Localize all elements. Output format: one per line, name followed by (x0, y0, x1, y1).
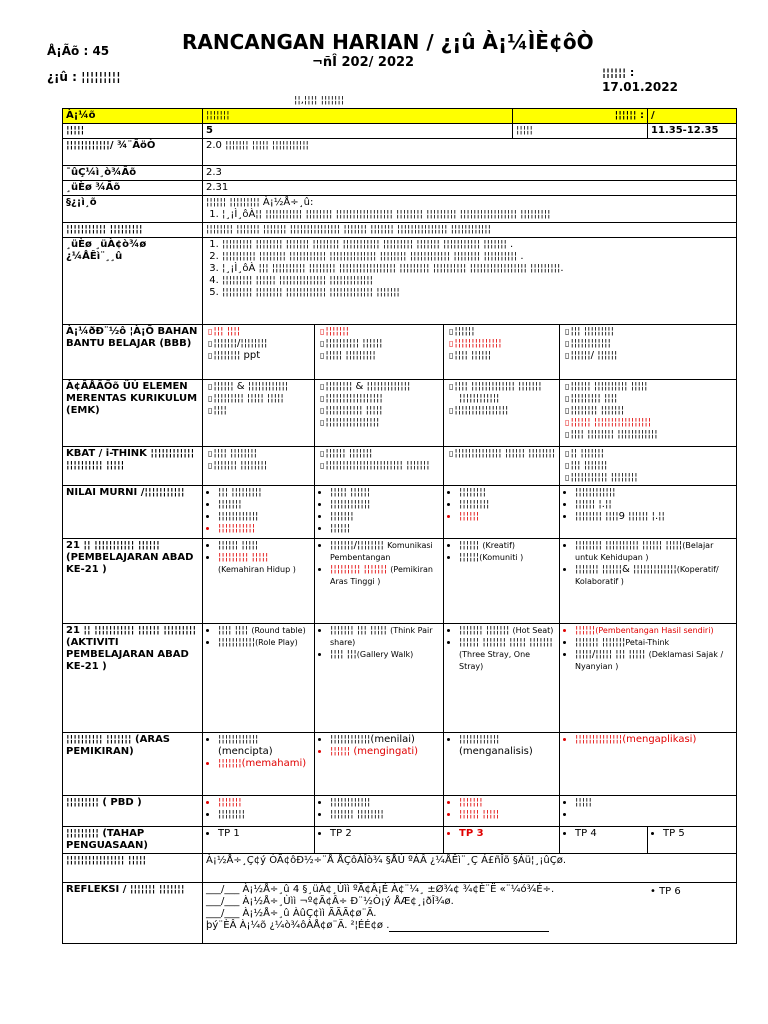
row-pencapaian (63, 854, 737, 883)
pbd-col-4 (560, 796, 737, 827)
list-item: ▯ ¦¦¦¦ (218, 405, 311, 417)
reflection-line: ___/___ À¡½Å÷¸Ùìì ¬º¢Ã¢Â÷ Ð¨½Ò¡ý ÅÆ¢¸¡ðÎ¾ø. (206, 896, 454, 907)
lesson-plan-table (62, 108, 737, 944)
nilai-col-2 (315, 486, 444, 539)
kbat-col-2 (315, 447, 444, 486)
activity-item: 4. ¦¦¦¦¦¦¦¦¦ ¦¦¦¦¦¦ ¦¦¦¦¦¦¦¦¦¦¦¦¦¦ ¦¦¦¦¦¦¦¦¦¦¦¦¦ (222, 275, 733, 287)
row-topic (63, 139, 737, 166)
list-item: ▯ ¦¦¦¦¦¦ & ¦¦¦¦¦¦¦¦¦¦¦¦ (218, 381, 311, 393)
row-value: À¡½Å÷¸Ç¢ý ÒÃ¢ôÐ½÷¨Å ÅÇôÀÎò¾ §ÅÚ ºÁÂ ¿¼ÅÊì¨¸Ç Á£ñÎõ §Áü¦¸¡ûÇø. (203, 854, 737, 883)
row-value (203, 238, 737, 325)
row-aras-pemikiran (63, 733, 737, 796)
list-item: • ¦¦¦¦¦¦¦ (330, 511, 440, 523)
list-item: • ¦¦¦¦¦¦¦¦¦¦¦¦ (575, 487, 733, 499)
list-item: • ¦¦¦¦¦¦¦¦¦¦¦ (218, 523, 311, 535)
activity-item: 1. ¦¦¦¦¦¦¦¦¦ ¦¦¦¦¦¦¦¦ ¦¦¦¦¦¦¦ ¦¦¦¦¦¦¦¦ ¦¦¦¦¦¦¦¦¦¦¦ ¦¦¦¦¦¦¦¦¦ ¦¦¦¦¦¦¦ ¦¦¦¦¦¦¦¦¦¦¦ ¦¦¦¦¦¦¦ . (222, 239, 733, 251)
row-slash: / (648, 109, 737, 124)
list-item: • ¦¦¦¦¦¦ ¦¦¦¦¦ (218, 540, 311, 552)
list-item: • ¦¦¦¦¦¦¦ ¦¦¦¦¦¦¦ (Hot Seat) (459, 625, 556, 637)
list-item: ▯ ¦¦¦¦¦¦ ¦¦¦¦¦¦¦¦¦¦¦¦¦¦¦¦¦ (575, 417, 733, 429)
row-activities (63, 238, 737, 325)
list-item: • ¦¦¦¦¦¦¦¦¦¦¦¦(menilai) (330, 734, 440, 746)
kbat-col-3 (444, 447, 560, 486)
list-item: • ¦¦¦¦¦¦¦¦¦¦¦¦ (menganalisis) (459, 734, 556, 758)
bbb-col-3 (444, 325, 560, 380)
reflection-line: ___/___ À¡½Å÷¸û 4 §¸üÀ¢¸Ùìì ºÃ¢Â¡É À¢¨¼¸ ±Ø¾¢ ¾¢È¨Ë «¨¼ó¾É÷. (206, 884, 555, 895)
list-item: ▯ ¦¦¦¦ ¦¦¦¦¦¦¦¦ (218, 448, 311, 460)
list-item: • ¦¦¦¦ ¦¦¦¦ (Round table) (218, 625, 311, 637)
bbb-col-1 (203, 325, 315, 380)
tp-3: • TP 3 (459, 828, 556, 840)
lesson-number: Å¡Ãõ : 45 (47, 44, 110, 58)
abad2-col-4 (560, 624, 737, 733)
list-item: • ¦¦¦ ¦¦¦¦¦¦¦¦¦ (218, 487, 311, 499)
row-subject (63, 109, 737, 124)
activity-item: 3. ¦¸¡Ì¸ôÀ ¦¦¦ ¦¦¦¦¦¦¦¦¦¦ ¦¦¦¦¦¦¦¦ ¦¦¦¦¦¦¦¦¦¦¦¦¦¦¦¦¦ ¦¦¦¦¦¦¦¦¦ ¦¦¦¦¦¦¦¦¦¦ ¦¦¦¦¦¦¦¦¦¦¦¦¦¦¦¦¦ ¦¦¦¦¦¦¦¦¦. (222, 263, 733, 275)
list-item: ▯ ¦¦¦¦¦¦¦¦¦ ¦¦¦¦¦ ¦¦¦¦¦ (218, 393, 311, 405)
row-value: 2.31 (203, 181, 737, 196)
list-item: • ¦¦¦¦¦ ¦¦¦¦¦¦ (330, 487, 440, 499)
emk-col-2 (315, 380, 444, 447)
row-label: §¿¡ì¸õ (63, 196, 203, 223)
row-label: ¸üÈø ¸üÀ¢ò¾ø ¿¼ÅÊì¨¸¸û (63, 238, 203, 325)
abad1-col-2 (315, 539, 444, 624)
objective-intro: ¦¦¦¦¦¦ ¦¦¦¦¦¦¦¦¦ À¡½Å÷¸û: (206, 197, 314, 208)
row-content-standard (63, 166, 737, 181)
row-aktiviti-abad21 (63, 624, 737, 733)
pbd-col-3 (444, 796, 560, 827)
list-item: • ¦¦¦¦¦¦¦/¦¦¦¦¦¦¦¦ Komunikasi Pembentangan (330, 540, 440, 564)
row-label: ¦¦¦¦¦¦¦¦¦ ( PBD ) (63, 796, 203, 827)
abad2-col-2 (315, 624, 444, 733)
reflection-line: ___/___ À¡½Å÷¸û ÀûÇ¢ìì ÃÃÃ¢ø¨Ã. (206, 908, 377, 919)
row-label: À¡¼õ (63, 109, 203, 124)
tp-cell (648, 827, 737, 854)
row-emk (63, 380, 737, 447)
row-label: NILAI MURNI /¦¦¦¦¦¦¦¦¦¦¦ (63, 486, 203, 539)
list-item: • ¦¦¦¦¦¦¦¦ (218, 809, 311, 821)
row-label: ¦¦¦¦¦¦¦¦¦¦¦ ¦¦¦¦¦¦¦¦¦ (63, 223, 203, 238)
abad1-col-3 (444, 539, 560, 624)
list-item: ▯ ¦¦¦¦¦¦¦ ¦¦¦¦¦¦¦¦ (218, 460, 311, 472)
list-item: • ¦¦¦¦¦¦(Komuniti ) (459, 552, 556, 564)
activity-item: 2. ¦¦¦¦¦¦¦¦¦¦ ¦¦¦¦¦¦¦¦ ¦¦¦¦¦¦¦¦¦¦¦ ¦¦¦¦¦¦¦¦¦¦¦¦¦¦ ¦¦¦¦¦¦¦¦ ¦¦¦¦¦¦¦¦¦¦¦¦ ¦¦¦¦¦¦¦¦ ¦¦¦¦¦¦¦¦¦¦ . (222, 251, 733, 263)
list-item: • ¦¦¦¦¦¦¦¦ ¦¦¦¦¦¦¦¦¦¦ ¦¦¦¦¦¦ ¦¦¦¦¦(Belajar untuk Kehidupan ) (575, 540, 733, 564)
list-item: ▯ ¦¦¦ ¦¦¦¦ (218, 326, 311, 338)
list-item: ▯ ¦¦¦¦¦¦¦¦¦¦¦¦¦¦ ¦¦¦¦¦¦ ¦¦¦¦¦¦¦¦ (459, 448, 556, 460)
list-item: ▯ ¦¦¦¦¦¦¦ (330, 326, 440, 338)
list-item: ▯ ¦¦¦¦ ¦¦¦¦¦¦ (459, 350, 556, 362)
row-label: À¡¼ðÐ¨½ô ¦À¡Õ BAHAN BANTU BELAJAR (BBB) (63, 325, 203, 380)
page-title: RANCANGAN HARIAN / ¿¡û À¡¼ÌÈ¢ôÒ (182, 30, 594, 54)
list-item: ▯ ¦¦¦¦¦ ¦¦¦¦¦¦¦¦¦ (330, 350, 440, 362)
row-kbat (63, 447, 737, 486)
nilai-col-4 (560, 486, 737, 539)
list-item: ▯ ¦¦¦¦¦¦¦¦¦¦¦¦¦¦¦¦¦¦¦¦¦¦¦ ¦¦¦¦¦¦¦ (330, 460, 440, 472)
list-item: • ¦¦¦¦¦/¦¦¦¦¦ ¦¦¦ ¦¦¦¦¦ (Deklamasi Sajak / Nyanyian ) (575, 649, 733, 673)
list-item: • ¦¦¦¦¦¦¦ (218, 499, 311, 511)
row-label: ¸üÈø ¾Ãõ (63, 181, 203, 196)
row-label: ¦¦¦¦¦ (63, 124, 203, 139)
list-item (575, 809, 733, 821)
row-label: ¦¦¦¦¦¦¦¦¦¦¦¦/ ¾¨ÃöÒ (63, 139, 203, 166)
tp-4: • TP 4 (575, 828, 644, 840)
list-item: ▯ ¦¦ ¦¦¦¦¦¦¦ (575, 448, 733, 460)
time-value: 11.35-12.35 (648, 124, 737, 139)
tp-5: • TP 5 (663, 828, 733, 840)
nilai-col-1 (203, 486, 315, 539)
list-item: • ¦¦¦¦¦¦ (mengingati) (330, 746, 440, 758)
list-item: • ¦¦¦¦¦¦¦¦ (459, 487, 556, 499)
list-item: • ¦¦¦¦¦¦¦¦ ¦¦¦¦9 ¦¦¦¦¦¦ ¦.¦¦ (575, 511, 733, 523)
aras-col-3 (444, 733, 560, 796)
tp-1: • TP 1 (218, 828, 311, 840)
list-item: • ¦¦¦¦¦¦(Pembentangan Hasil sendiri) (575, 625, 733, 637)
aras-col-2 (315, 733, 444, 796)
date-value: 17.01.2022 (602, 80, 678, 94)
row-value: 2.0 ¦¦¦¦¦¦¦ ¦¦¦¦¦ ¦¦¦¦¦¦¦¦¦¦¦ (203, 139, 737, 166)
list-item: ▯ ¦¦¦¦ ¦¦¦¦¦¦¦¦¦¦¦¦¦ ¦¦¦¦¦¦¦ ¦¦¦¦¦¦¦¦¦¦¦¦ (459, 381, 556, 405)
row-label: KBAT / i-THINK ¦¦¦¦¦¦¦¦¦¦¦¦ ¦¦¦¦¦¦¦¦¦¦ ¦¦¦¦¦ (63, 447, 203, 486)
row-label: 21 ¦¦ ¦¦¦¦¦¦¦¦¦¦¦ ¦¦¦¦¦¦ (PEMBELAJARAN ABAD KE-21 ) (63, 539, 203, 624)
row-tahap-penguasaan (63, 827, 737, 854)
row-pbd (63, 796, 737, 827)
tp-6: • TP 6 (650, 886, 681, 897)
row-value: 2.3 (203, 166, 737, 181)
row-nilai (63, 486, 737, 539)
list-item: ▯ ¦¦¦¦¦¦¦¦¦¦¦¦¦¦¦¦ (330, 417, 440, 429)
row-label: ¦¦¦¦¦¦¦¦¦ (TAHAP PENGUASAAN) (63, 827, 203, 854)
abad2-col-1 (203, 624, 315, 733)
list-item: • ¦¦¦¦¦¦ ¦.¦¦ (575, 499, 733, 511)
tp-cell (560, 827, 648, 854)
row-refleksi (63, 883, 737, 944)
tp-cell (444, 827, 560, 854)
list-item: ▯ ¦¦¦¦¦¦¦¦¦¦ ¦¦¦¦¦¦ (330, 338, 440, 350)
row-label: 21 ¦¦ ¦¦¦¦¦¦¦¦¦¦¦ ¦¦¦¦¦¦ ¦¦¦¦¦¦¦¦¦ (AKTIVITI PEMBELAJARAN ABAD KE-21 ) (63, 624, 203, 733)
row-value: ¦¦¦¦¦¦¦ (203, 109, 513, 124)
abad1-col-4 (560, 539, 737, 624)
list-item: ▯ ¦¦¦¦¦¦¦¦¦¦¦¦ (575, 338, 733, 350)
pbd-col-1 (203, 796, 315, 827)
list-item: ▯ ¦¦¦ ¦¦¦¦¦¦¦¦¦ (575, 326, 733, 338)
tp-2: • TP 2 (330, 828, 440, 840)
list-item: ▯ ¦¦¦¦¦¦¦¦ & ¦¦¦¦¦¦¦¦¦¦¦¦¦ (330, 381, 440, 393)
list-item: • ¦¦¦¦¦¦¦¦¦¦¦(Role Play) (218, 637, 311, 649)
list-item: ▯ ¦¦¦¦¦¦/ ¦¦¦¦¦¦ (575, 350, 733, 362)
row-learning-standard (63, 181, 737, 196)
list-item: ▯ ¦¦¦ ¦¦¦¦¦¦¦ (575, 460, 733, 472)
abad1-col-1 (203, 539, 315, 624)
reflection-line: þý¨ÈÂ À¡¼õ ¿¼ò¾ôÀÅ¢ø¨Ä. ²¦ÉÉ¢ø . (206, 920, 733, 932)
bbb-col-4 (560, 325, 737, 380)
list-item: • ¦¦¦¦¦¦ ¦¦¦¦¦ (459, 809, 556, 821)
list-item: • ¦¦¦¦¦¦¦ (459, 797, 556, 809)
list-item: • ¦¦¦¦¦¦ (330, 523, 440, 535)
list-item: ▯ ¦¦¦¦¦¦ ¦¦¦¦¦¦¦¦¦¦ ¦¦¦¦¦ (575, 381, 733, 393)
list-item: ▯ ¦¦¦¦¦¦¦¦¦ ¦¦¦¦ (575, 393, 733, 405)
list-item: • ¦¦¦¦¦¦¦¦¦ (459, 499, 556, 511)
list-item: ▯ ¦¦¦¦¦¦¦¦¦¦¦¦¦¦¦¦¦ (330, 393, 440, 405)
list-item: ▯ ¦¦¦¦¦¦¦¦¦¦¦¦¦¦ (459, 338, 556, 350)
list-item: ▯ ¦¦¦¦ ¦¦¦¦¦¦¦¦ ¦¦¦¦¦¦¦¦¦¦¦¦ (575, 429, 733, 441)
emk-col-1 (203, 380, 315, 447)
row-abad21 (63, 539, 737, 624)
list-item: • ¦¦¦¦¦¦¦ ¦¦¦¦¦¦¦Petai-Think (575, 637, 733, 649)
row-label: REFLEKSI / ¦¦¦¦¦¦¦ ¦¦¦¦¦¦¦ (63, 883, 203, 944)
list-item: ▯ ¦¦¦¦¦¦¦¦¦¦¦ ¦¦¦¦¦¦¦¦ (575, 472, 733, 484)
objective-item: 1. ¦¸¡Ì¸ôÀ¦¦ ¦¦¦¦¦¦¦¦¦¦¦ ¦¦¦¦¦¦¦¦ ¦¦¦¦¦¦¦¦¦¦¦¦¦¦¦¦¦ ¦¦¦¦¦¦¦¦ ¦¦¦¦¦¦¦¦¦ ¦¦¦¦¦¦¦¦¦¦¦¦¦¦¦¦¦ ¦¦¦¦¦¦¦¦¦ (222, 209, 733, 221)
kbat-col-1 (203, 447, 315, 486)
list-item: • ¦¦¦¦¦¦¦¦¦¦¦¦ (330, 797, 440, 809)
row-label: ¦¦¦¦¦¦¦¦¦¦¦¦¦¦¦¦ ¦¦¦¦¦ (63, 854, 203, 883)
row-class (63, 124, 737, 139)
list-item: ▯ ¦¦¦¦¦¦¦¦¦¦¦¦¦¦¦¦ (459, 405, 556, 417)
row-value: ¦¦¦¦¦¦¦¦ ¦¦¦¦¦¦¦ ¦¦¦¦¦¦¦ ¦¦¦¦¦¦¦¦¦¦¦¦¦¦¦ ¦¦¦¦¦¦¦ ¦¦¦¦¦¦¦ ¦¦¦¦¦¦¦¦¦¦¦¦¦¦¦ ¦¦¦¦¦¦¦¦¦¦¦¦ (203, 223, 737, 238)
list-item: ▯ ¦¦¦¦¦¦¦¦ ppt (218, 350, 311, 362)
list-item: • ¦¦¦¦¦¦ (459, 511, 556, 523)
activity-item: 5. ¦¦¦¦¦¦¦¦¦ ¦¦¦¦¦¦¦¦ ¦¦¦¦¦¦¦¦¦¦¦¦ ¦¦¦¦¦¦¦¦¦¦¦¦¦ ¦¦¦¦¦¦¦ (222, 287, 733, 299)
center-subheading: ¦¦,¦¦¦¦ ¦¦¦¦¦¦¦ (294, 95, 345, 106)
list-item: • ¦¦¦¦¦¦ ¦¦¦¦¦¦¦ ¦¦¦¦¦ ¦¦¦¦¦¦¦ (Three Stray, One Stray) (459, 637, 556, 673)
kbat-col-4 (560, 447, 737, 486)
pbd-col-2 (315, 796, 444, 827)
nilai-col-3 (444, 486, 560, 539)
list-item: • ¦¦¦¦¦¦¦ (218, 797, 311, 809)
tp-cell (203, 827, 315, 854)
row-value (203, 196, 737, 223)
list-item: ▯ ¦¦¦¦¦¦ (459, 326, 556, 338)
row-success-criteria (63, 223, 737, 238)
abad2-col-3 (444, 624, 560, 733)
list-item: ▯ ¦¦¦¦¦¦ ¦¦¦¦¦¦¦ (330, 448, 440, 460)
list-item: • ¦¦¦¦¦¦ (Kreatif) (459, 540, 556, 552)
date-label: ¦¦¦¦¦¦ : (602, 66, 635, 79)
row-objective (63, 196, 737, 223)
row-label: ¯ûÇ¼ì¸ò¾Ãõ (63, 166, 203, 181)
list-item: • ¦¦¦¦¦¦¦¦¦¦¦¦¦¦(mengaplikasi) (575, 734, 733, 746)
list-item: • ¦¦¦¦¦¦¦ ¦¦¦¦¦¦& ¦¦¦¦¦¦¦¦¦¦¦¦¦(Koperatif/ Kolaboratif ) (575, 564, 733, 588)
list-item: • ¦¦¦¦¦¦¦¦¦¦¦¦ (218, 511, 311, 523)
time-label: ¦¦¦¦¦ (513, 124, 648, 139)
list-item: • ¦¦¦¦¦¦¦(memahami) (218, 758, 311, 770)
emk-col-4 (560, 380, 737, 447)
list-item: • ¦¦¦¦¦¦¦ ¦¦¦ ¦¦¦¦¦ (Think Pair share) (330, 625, 440, 649)
list-item: ▯ ¦¦¦¦¦¦¦¦ ¦¦¦¦¦¦¦ (575, 405, 733, 417)
list-item: • ¦¦¦¦¦¦¦¦¦¦¦¦ (mencipta) (218, 734, 311, 758)
aras-col-4 (560, 733, 737, 796)
list-item: • ¦¦¦¦¦¦¦¦¦ ¦¦¦¦¦¦¦ (Pemikiran Aras Tinggi ) (330, 564, 440, 588)
subject-label: ¿¡û : ¦¦¦¦¦¦¦¦¦ (47, 70, 121, 84)
list-item: • ¦¦¦¦¦¦¦¦¦ ¦¦¦¦¦ (Kemahiran Hidup ) (218, 552, 311, 576)
tp-cell (315, 827, 444, 854)
row-label: À¢ÃÅÃÕõ ÜÚ ELEMEN MERENTAS KURIKULUM (EMK) (63, 380, 203, 447)
list-item: • ¦¦¦¦ ¦¦¦(Gallery Walk) (330, 649, 440, 661)
list-item: ▯ ¦¦¦¦¦¦¦/¦¦¦¦¦¦¦¦ (218, 338, 311, 350)
row-bbb (63, 325, 737, 380)
list-item: • ¦¦¦¦¦ (575, 797, 733, 809)
row-value: 5 (203, 124, 513, 139)
aras-col-1 (203, 733, 315, 796)
bbb-col-2 (315, 325, 444, 380)
list-item: ▯ ¦¦¦¦¦¦¦¦¦¦¦ ¦¦¦¦¦ (330, 405, 440, 417)
row-mid-label: ¦¦¦¦¦¦ : (513, 109, 648, 124)
page-subtitle: ¬ñÎ 202/ 2022 (312, 55, 415, 70)
emk-col-3 (444, 380, 560, 447)
row-label: ¦¦¦¦¦¦¦¦¦¦ ¦¦¦¦¦¦¦ (ARAS PEMIKIRAN) (63, 733, 203, 796)
reflection-blank-line[interactable] (389, 921, 549, 932)
list-item: • ¦¦¦¦¦¦¦¦¦¦¦¦ (330, 499, 440, 511)
list-item: • ¦¦¦¦¦¦¦ ¦¦¦¦¦¦¦¦ (330, 809, 440, 821)
